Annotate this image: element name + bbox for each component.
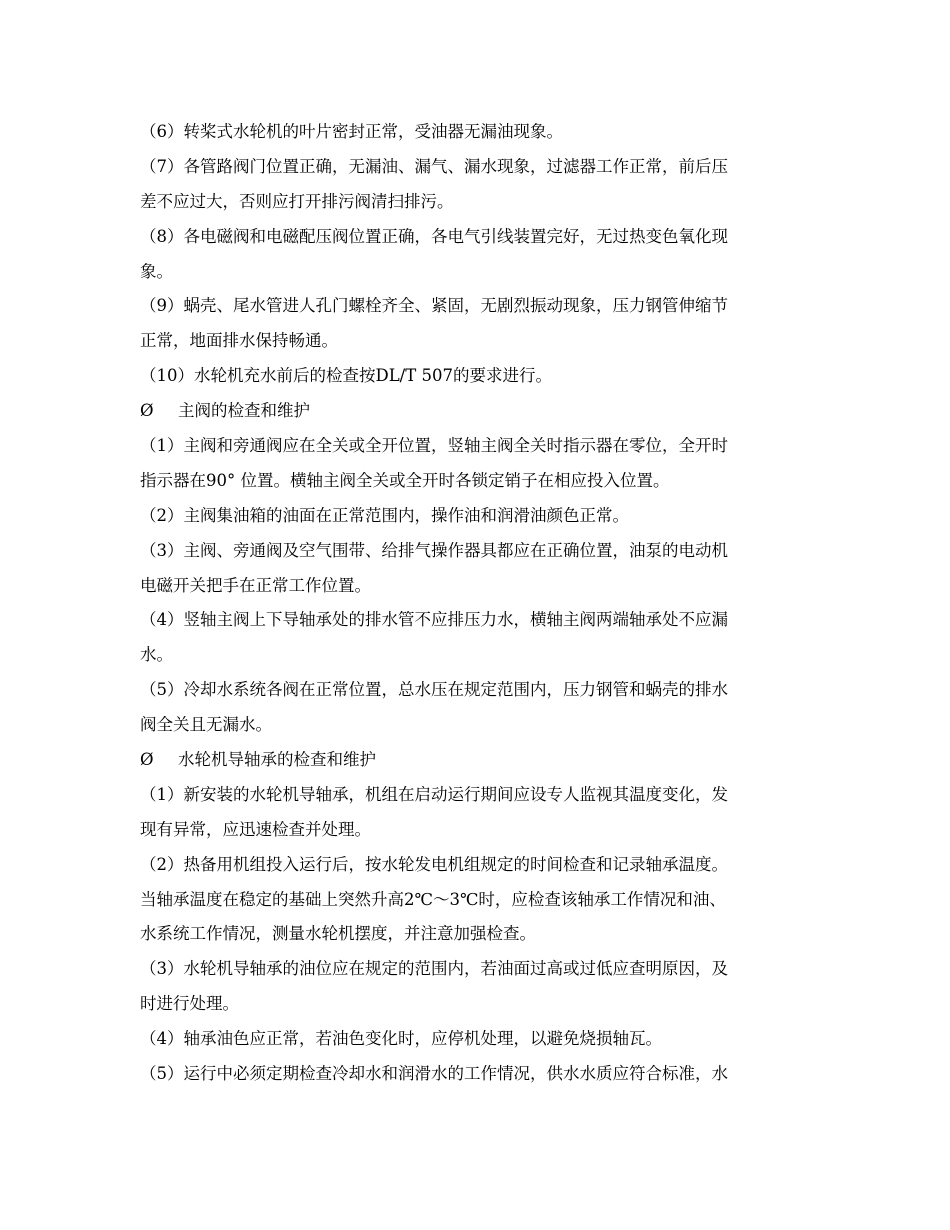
section-heading-title: 主阀的检查和维护 bbox=[178, 401, 310, 421]
paragraph-line: 现有异常，应迅速检查并处理。 bbox=[140, 819, 371, 839]
section-heading-guide-bearing bbox=[140, 743, 820, 778]
paragraph-line: （8）各电磁阀和电磁配压阀位置正确，各电气引线装置完好，无过热变色氧化现 bbox=[140, 226, 728, 246]
paragraph-line: （5）冷却水系统各阀在正常位置，总水压在规定范围内，压力钢管和蜗壳的排水 bbox=[140, 680, 728, 700]
paragraph-line: 阀全关且无漏水。 bbox=[140, 715, 272, 735]
paragraph-line: 当轴承温度在稳定的基础上突然升高2℃～3℃时，应检查该轴承工作情况和油、 bbox=[140, 889, 726, 909]
paragraph-line: （4）竖轴主阀上下导轴承处的排水管不应排压力水，横轴主阀两端轴承处不应漏 bbox=[140, 610, 728, 630]
bullet-marker: Ø bbox=[140, 750, 154, 770]
paragraph-line: （10）水轮机充水前后的检查按DL/T 507的要求进行。 bbox=[140, 366, 552, 386]
paragraph-line: 象。 bbox=[140, 261, 173, 281]
paragraph-line: 水。 bbox=[140, 645, 173, 665]
paragraph-line: 时进行处理。 bbox=[140, 994, 239, 1014]
paragraph-line: 正常，地面排水保持畅通。 bbox=[140, 331, 338, 351]
paragraph-line: （2）热备用机组投入运行后，按水轮发电机组规定的时间检查和记录轴承温度。 bbox=[140, 854, 728, 874]
paragraph-line: （6）转桨式水轮机的叶片密封正常，受油器无漏油现象。 bbox=[140, 122, 563, 141]
bullet-marker: Ø bbox=[140, 401, 154, 421]
paragraph-line: （9）蜗壳、尾水管进人孔门螺栓齐全、紧固，无剧烈振动现象，压力钢管伸缩节 bbox=[140, 296, 728, 316]
paragraph-line: （4）轴承油色应正常，若油色变化时，应停机处理，以避免烧损轴瓦。 bbox=[140, 1029, 662, 1049]
paragraph-line: 电磁开关把手在正常工作位置。 bbox=[140, 575, 371, 595]
paragraph-line: （1）主阀和旁通阀应在全关或全开位置，竖轴主阀全关时指示器在零位，全开时 bbox=[140, 436, 728, 456]
paragraph-line: 差不应过大，否则应打开排污阀清扫排污。 bbox=[140, 191, 454, 211]
paragraph-line: （7）各管路阀门位置正确，无漏油、漏气、漏水现象，过滤器工作正常，前后压 bbox=[140, 156, 728, 176]
section-heading-title: 水轮机导轴承的检查和维护 bbox=[178, 750, 376, 770]
paragraph-line: （5）运行中必须定期检查冷却水和润滑水的工作情况，供水水质应符合标准，水 bbox=[140, 1064, 728, 1084]
paragraph-line: 指示器在90° 位置。横轴主阀全关或全开时各锁定销子在相应投入位置。 bbox=[140, 470, 670, 490]
paragraph-line: （1）新安装的水轮机导轴承，机组在启动运行期间应设专人监视其温度变化，发 bbox=[140, 784, 728, 804]
paragraph-line: （3）主阀、旁通阀及空气围带、给排气操作器具都应在正确位置，油泵的电动机 bbox=[140, 540, 728, 560]
section-heading-main-valve bbox=[140, 394, 820, 429]
paragraph-line: （3）水轮机导轴承的油位应在规定的范围内，若油面过高或过低应查明原因，及 bbox=[140, 959, 728, 979]
document-body bbox=[140, 115, 820, 1092]
paragraph-line: （2）主阀集油箱的油面在正常范围内，操作油和润滑油颜色正常。 bbox=[140, 505, 629, 525]
paragraph-line: 水系统工作情况，测量水轮机摆度，并注意加强检查。 bbox=[140, 924, 536, 944]
